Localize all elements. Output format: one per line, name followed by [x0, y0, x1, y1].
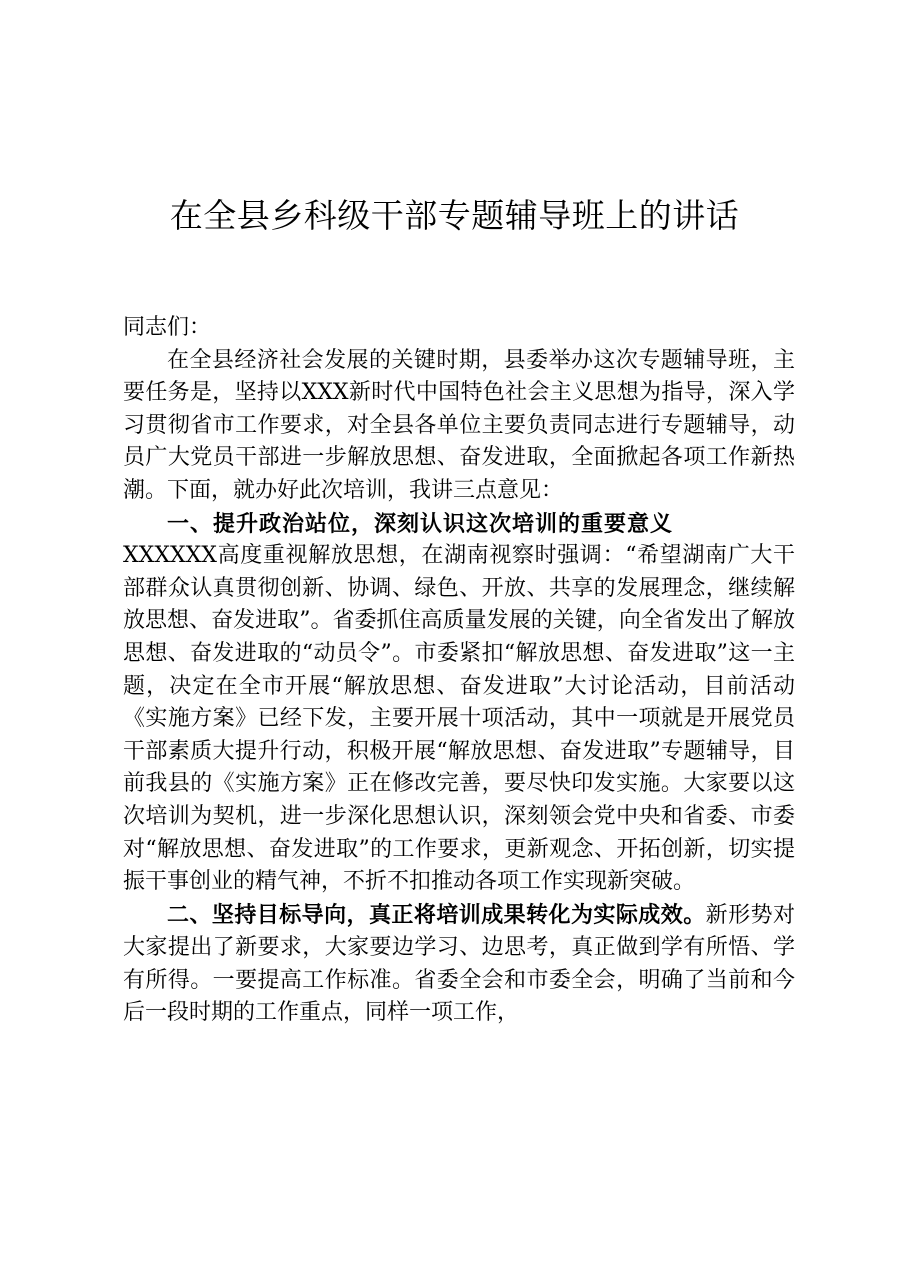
section-1-body: XXXXXX高度重视解放思想，在湖南视察时强调：“希望湖南广大干部群众认真贯彻创新、协调、绿色、开放、共享的发展理念，继续解放思想、奋发进取”。省委抓住高质量发展的关键，向全省发出了解放思想、奋发进取的“动员令”。市委紧扣“解放思想、奋发进取”这一主题，决定在全市开展“解放思想、奋发进取”大讨论活动，目前活动《实施方案》已经下发，主要开展十项活动，其中一项就是开展党员干部素质大提升行动，积极开展“解放思想、奋发进取”专题辅导，目前我县的《实施方案》正在修改完善，要尽快印发实施。大家要以这次培训为契机，进一步深化思想认识，深刻领会党中央和省委、市委对“解放思想、奋发进取”的工作要求，更新观念、开拓创新，切实提振干事创业的精气神，不折不扣推动各项工作实现新突破。 [123, 543, 795, 895]
section-2-paragraph [123, 899, 795, 1030]
section-2-heading: 二、坚持目标导向，真正将培训成果转化为实际成效。 [167, 901, 706, 928]
intro-paragraph: 在全县经济社会发展的关键时期，县委举办这次专题辅导班，主要任务是，坚持以XXX新时代中国特色社会主义思想为指导，深入学习贯彻省市工作要求，对全县各单位主要负责同志进行专题辅导，动员广大党员干部进一步解放思想、奋发进取，全面掀起各项工作新热潮。下面，就办好此次培训，我讲三点意见： [123, 347, 795, 503]
greeting: 同志们： [123, 315, 212, 340]
section-1-heading: 一、提升政治站位，深刻认识这次培训的重要意义 [167, 510, 674, 537]
section-2-body: 新形势对大家提出了新要求，大家要边学习、边思考，真正做到学有所悟、学有所得。一要提高工作标准。省委全会和市委全会，明确了当前和今后一段时期的工作重点，同样一项工作， [123, 902, 795, 1026]
document-body [123, 312, 795, 1030]
document-title: 在全县乡科级干部专题辅导班上的讲话 [169, 196, 740, 235]
